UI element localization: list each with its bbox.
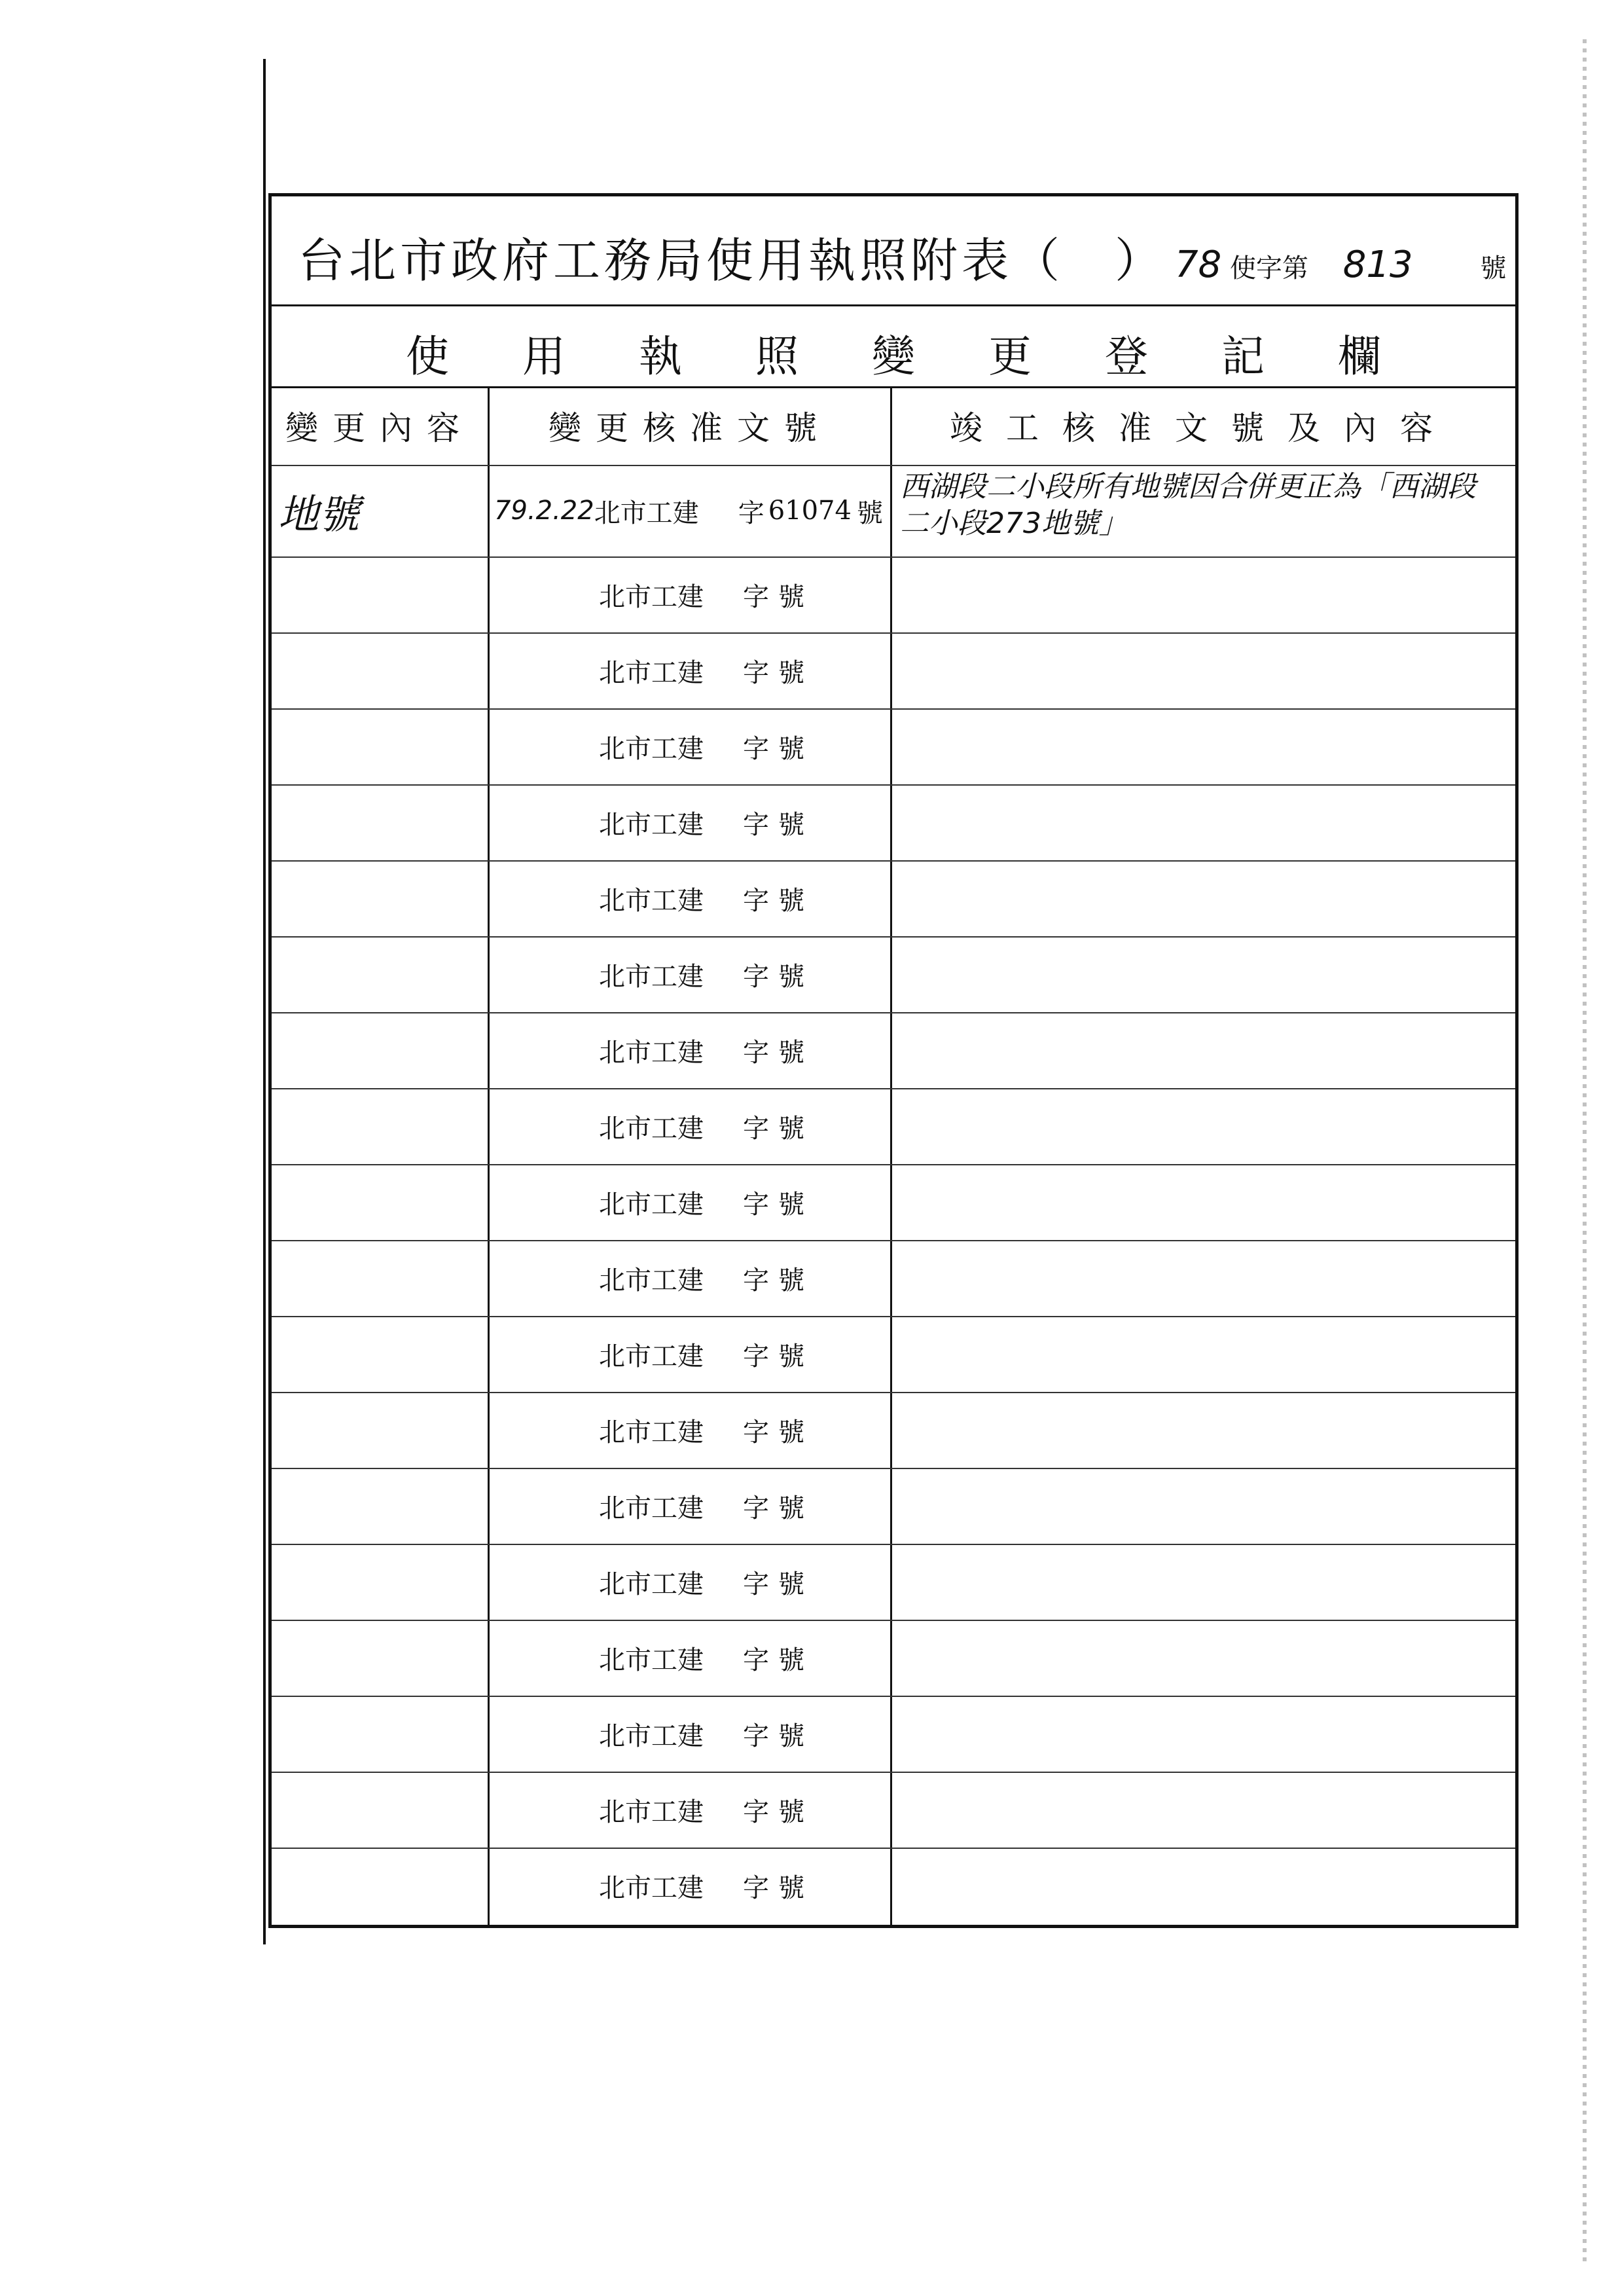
approval-char: 字 xyxy=(743,1417,769,1448)
change-content-cell xyxy=(278,1468,481,1544)
approval-org: 北市工建 xyxy=(599,1872,704,1903)
completion-content-cell xyxy=(900,788,1502,860)
change-content-cell xyxy=(278,936,481,1012)
approval-char: 字 xyxy=(743,809,769,840)
approval-char: 字 xyxy=(743,1265,769,1296)
approval-hao: 號 xyxy=(778,1417,804,1448)
change-content-cell xyxy=(278,1316,481,1392)
change-content-cell xyxy=(278,1088,481,1164)
approval-char: 字 xyxy=(743,733,769,764)
completion-content-cell xyxy=(900,712,1502,784)
approval-org: 北市工建 xyxy=(599,1721,704,1751)
approval-hao: 號 xyxy=(778,1113,804,1144)
change-content-cell xyxy=(278,1392,481,1468)
change-approval-cell xyxy=(494,556,880,632)
permit-suffix: 號 xyxy=(1480,253,1507,283)
change-approval-cell xyxy=(494,1848,880,1923)
approval-hao: 號 xyxy=(778,1796,804,1827)
approval-org: 北市工建 xyxy=(599,1493,704,1523)
approval-hao: 號 xyxy=(778,1721,804,1751)
change-content-cell xyxy=(278,860,481,936)
change-approval-cell xyxy=(494,1164,880,1240)
change-approval-cell xyxy=(494,1316,880,1392)
approval-hao: 號 xyxy=(778,961,804,992)
approval-char: 字 xyxy=(743,1037,769,1068)
completion-content-cell xyxy=(900,1548,1502,1620)
approval-hao: 號 xyxy=(778,1872,804,1903)
change-content-cell: 地號 xyxy=(278,490,360,538)
approval-char: 字 xyxy=(743,657,769,688)
section-title: 使用執照變更登記欄 xyxy=(406,331,1454,382)
approval-hao: 號 xyxy=(778,581,804,612)
completion-content-cell xyxy=(900,1244,1502,1316)
completion-content-cell xyxy=(900,636,1502,708)
completion-content-cell xyxy=(900,1624,1502,1696)
completion-content-cell xyxy=(900,1396,1502,1468)
change-content-cell xyxy=(278,1240,481,1316)
approval-org: 北市工建 xyxy=(599,809,704,840)
change-approval-cell xyxy=(494,1772,880,1848)
approval-char: 字 xyxy=(743,961,769,992)
approval-org: 北市工建 xyxy=(599,581,704,612)
completion-content-cell xyxy=(900,1016,1502,1088)
permit-number xyxy=(1175,244,1506,286)
approval-hao: 號 xyxy=(778,1493,804,1523)
permit-type: 使字第 xyxy=(1229,253,1308,283)
change-approval-cell xyxy=(494,708,880,784)
change-approval-cell xyxy=(494,1392,880,1468)
change-content-cell xyxy=(278,1544,481,1620)
change-content-cell xyxy=(278,1620,481,1696)
header-change-content: 變更內容 xyxy=(285,409,474,447)
approval-org: 北市工建 xyxy=(599,1417,704,1448)
change-approval-cell xyxy=(494,1240,880,1316)
approval-org: 北市工建 xyxy=(594,498,699,528)
approval-char: 字 xyxy=(743,1796,769,1827)
change-content-cell xyxy=(278,1772,481,1848)
change-content-cell xyxy=(278,556,481,632)
header-completion-approval: 竣工核准文號及內容 xyxy=(950,409,1456,447)
change-registration-table xyxy=(272,386,1515,1925)
change-content-cell xyxy=(278,1012,481,1088)
approval-hao: 號 xyxy=(778,1645,804,1675)
change-approval-cell xyxy=(494,860,880,936)
approval-hao: 號 xyxy=(778,809,804,840)
change-approval-cell xyxy=(494,1620,880,1696)
approval-char: 字 xyxy=(743,1569,769,1599)
change-content-cell xyxy=(278,784,481,860)
approval-number: 61074 xyxy=(768,496,852,526)
approval-char: 字 xyxy=(743,1493,769,1523)
approval-hao: 號 xyxy=(778,1189,804,1220)
approval-hao: 號 xyxy=(778,657,804,688)
completion-content-cell xyxy=(900,1092,1502,1164)
completion-content-cell xyxy=(900,1776,1502,1848)
change-approval-cell xyxy=(494,784,880,860)
approval-char: 字 xyxy=(743,1645,769,1675)
permit-serial: 813 xyxy=(1342,244,1413,286)
approval-hao: 號 xyxy=(778,1569,804,1599)
completion-content-cell xyxy=(900,1851,1502,1923)
approval-char: 字 xyxy=(743,1189,769,1220)
completion-content-cell xyxy=(900,1472,1502,1544)
approval-org: 北市工建 xyxy=(599,1569,704,1599)
permit-appendix-form xyxy=(268,193,1519,1928)
approval-char: 字 xyxy=(738,498,764,528)
approval-org: 北市工建 xyxy=(599,1037,704,1068)
approval-hao: 號 xyxy=(778,1265,804,1296)
change-approval-cell xyxy=(494,1696,880,1772)
approval-org: 北市工建 xyxy=(599,885,704,916)
scan-edge-artifact xyxy=(1583,39,1587,2265)
completion-content-cell xyxy=(900,1700,1502,1772)
change-approval-cell xyxy=(494,936,880,1012)
approval-date: 79.2.22 xyxy=(494,496,594,526)
change-approval-cell xyxy=(494,1088,880,1164)
permit-year: 78 xyxy=(1175,244,1222,286)
change-approval-cell xyxy=(494,1544,880,1620)
document-title: 台北市政府工務局使用執照附表（ ） xyxy=(298,233,1166,288)
completion-content-cell xyxy=(900,940,1502,1012)
change-content-cell xyxy=(278,708,481,784)
approval-org: 北市工建 xyxy=(599,1341,704,1372)
change-content-cell xyxy=(278,1848,481,1923)
completion-content-cell: 西湖段二小段所有地號因合併更正為「西湖段二小段273地號」 xyxy=(900,470,1476,540)
completion-content-cell xyxy=(900,864,1502,936)
binding-margin-line xyxy=(263,59,266,1944)
approval-char: 字 xyxy=(743,885,769,916)
approval-char: 字 xyxy=(743,1872,769,1903)
change-content-cell xyxy=(278,1696,481,1772)
approval-org: 北市工建 xyxy=(599,657,704,688)
approval-char: 字 xyxy=(743,1341,769,1372)
approval-org: 北市工建 xyxy=(599,733,704,764)
approval-hao: 號 xyxy=(778,733,804,764)
column-divider xyxy=(488,386,490,1925)
header-change-approval-no: 變更核准文號 xyxy=(548,409,831,447)
title-row xyxy=(272,196,1515,306)
column-divider xyxy=(890,386,892,1925)
approval-hao: 號 xyxy=(856,498,883,528)
change-approval-cell xyxy=(494,465,883,556)
change-content-cell xyxy=(278,632,481,708)
approval-char: 字 xyxy=(743,581,769,612)
approval-org: 北市工建 xyxy=(599,1645,704,1675)
approval-org: 北市工建 xyxy=(599,1265,704,1296)
change-approval-cell xyxy=(494,632,880,708)
approval-char: 字 xyxy=(743,1721,769,1751)
change-content-cell xyxy=(278,1164,481,1240)
completion-content-cell xyxy=(900,1320,1502,1392)
section-row xyxy=(272,304,1515,388)
completion-content-cell xyxy=(900,560,1502,632)
completion-content-cell xyxy=(900,1168,1502,1240)
approval-char: 字 xyxy=(743,1113,769,1144)
approval-org: 北市工建 xyxy=(599,1189,704,1220)
approval-hao: 號 xyxy=(778,885,804,916)
approval-hao: 號 xyxy=(778,1037,804,1068)
approval-org: 北市工建 xyxy=(599,961,704,992)
change-approval-cell xyxy=(494,1468,880,1544)
approval-org: 北市工建 xyxy=(599,1113,704,1144)
approval-org: 北市工建 xyxy=(599,1796,704,1827)
change-approval-cell xyxy=(494,1012,880,1088)
approval-hao: 號 xyxy=(778,1341,804,1372)
